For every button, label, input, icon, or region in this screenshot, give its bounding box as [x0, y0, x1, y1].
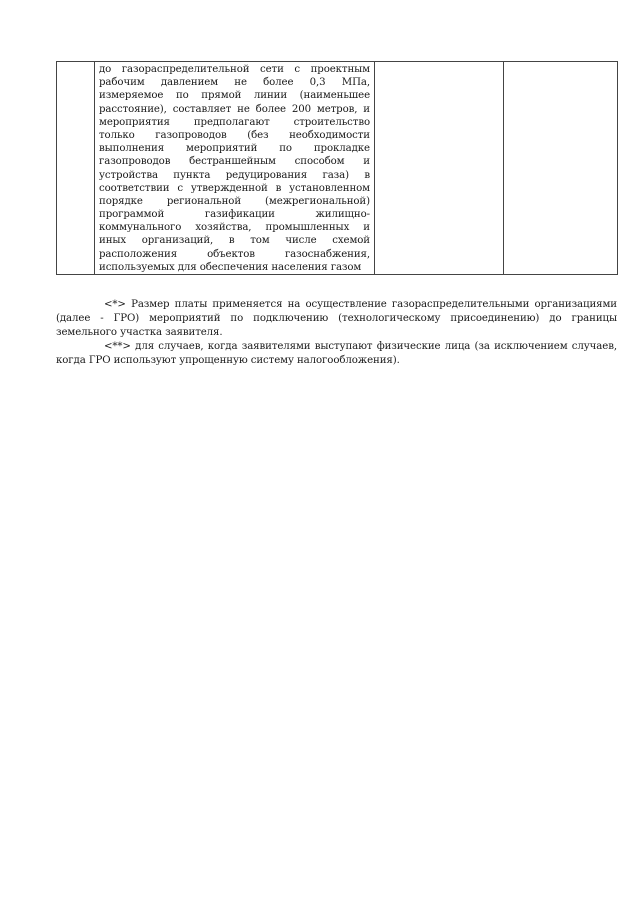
table-cell-value-2 — [504, 62, 618, 275]
footnote-line: <*> Размер платы применяется на осуществление газораспределительными организациями — [104, 299, 617, 310]
table-row — [57, 62, 618, 275]
footnote-2 — [56, 340, 617, 368]
description-line: порядке региональной (межрегиональной) — [99, 195, 370, 207]
footnote-line: земельного участка заявителя. — [56, 327, 223, 339]
footnote-line: (далее - ГРО) мероприятий по подключению (технологическому присоединению) до границы — [56, 313, 617, 325]
description-line: только газопроводов (без необходимости — [99, 129, 370, 141]
table-cell-value — [375, 62, 504, 275]
description-line: коммунального хозяйства, промышленных и — [99, 222, 370, 234]
description-line: расположения объектов газоснабжения, — [99, 248, 370, 260]
description-line: рабочим давлением не более 0,3 МПа, — [99, 77, 370, 89]
description-line: устройства пункта редуцирования газа) в — [99, 169, 370, 181]
description-line: мероприятия предполагают строительство — [99, 116, 370, 128]
description-line: расстояние), составляет не более 200 метров, и — [99, 103, 370, 115]
table-cell-description — [95, 62, 375, 275]
description-line: иных организаций, в том числе схемой — [99, 235, 370, 247]
footnote-line: когда ГРО используют упрощенную систему налогообложения). — [56, 355, 400, 367]
description-line: используемых для обеспечения населения газом — [99, 261, 362, 273]
footnote-1 — [56, 298, 617, 340]
description-line: до газораспределительной сети с проектным — [99, 64, 370, 75]
description-line: выполнения мероприятий по прокладке — [99, 143, 370, 155]
description-line: программой газификации жилищно- — [99, 209, 370, 221]
description-line: газопроводов бестраншейным способом и — [99, 156, 370, 168]
footnote-line: <**> для случаев, когда заявителями выступают физические лица (за исключением случаев, — [104, 341, 617, 353]
description-text — [95, 62, 374, 274]
tariff-table — [56, 61, 618, 275]
description-line: измеряемое по прямой линии (наименьшее — [99, 90, 370, 102]
footnotes — [56, 298, 617, 368]
description-line: соответствии с утвержденной в установленном — [99, 182, 370, 194]
table-cell-number — [57, 62, 95, 275]
